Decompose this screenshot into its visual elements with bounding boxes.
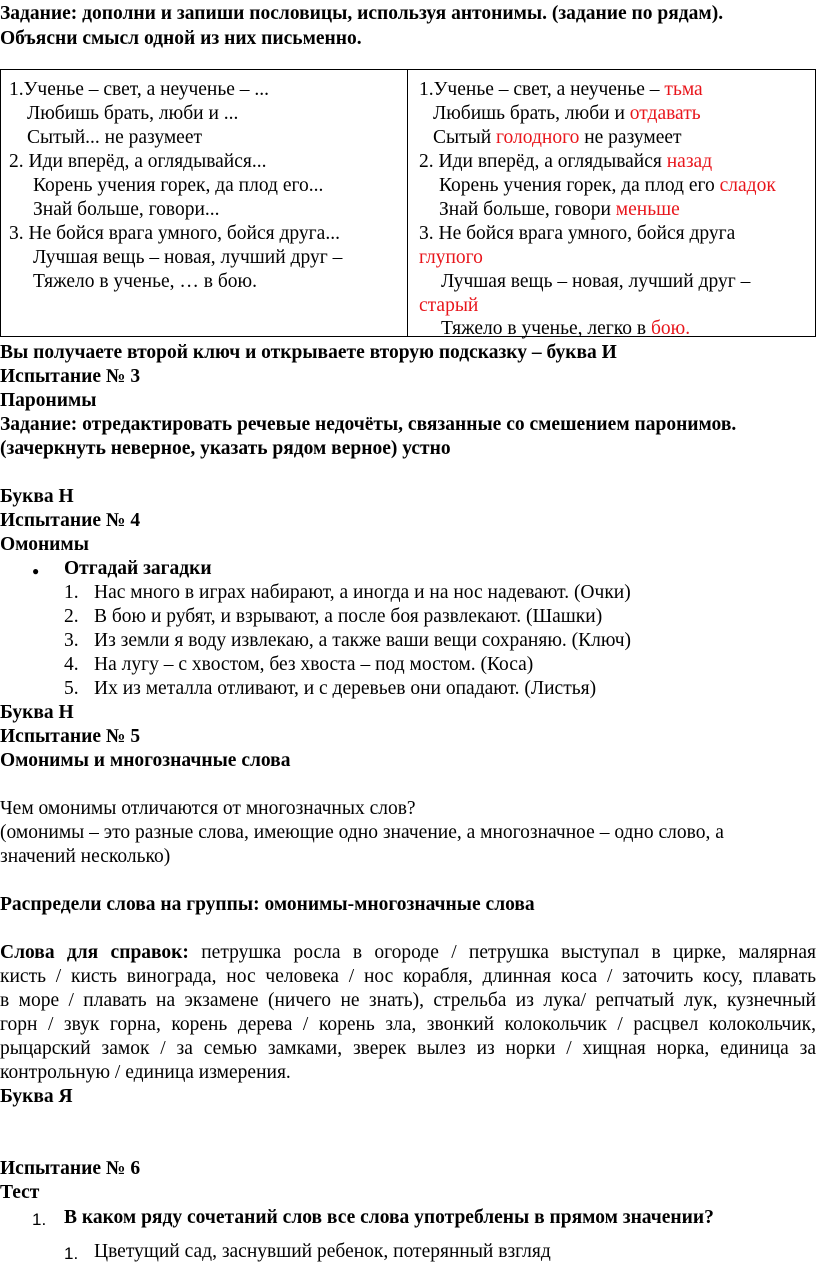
homonyms-poly-title: Омонимы и многозначные слова (0, 750, 291, 771)
letter-n-1: Буква Н (0, 486, 74, 507)
antonym-answer: старый (419, 295, 479, 316)
paronyms-title: Паронимы (0, 390, 97, 411)
table-left-line: Знай больше, говори... (33, 199, 220, 220)
test-title: Тест (0, 1182, 40, 1203)
letter-n-2: Буква Н (0, 702, 74, 723)
table-left-line: 3. Не бойся врага умного, бойся друга... (9, 223, 340, 244)
reference-line: горн / звук горна, корень дерева / корень зла, звонкий колокольчик / расцвел колокольчик, (0, 1014, 816, 1035)
option-number: 1. (64, 1244, 79, 1263)
riddle-number: 2. (64, 606, 79, 627)
table-left-line: 2. Иди вперёд, а оглядывайся... (9, 151, 267, 172)
table-left-line: Корень учения горек, да плод его... (33, 175, 324, 196)
table-left-line: 1.Ученье – свет, а неученье – ... (9, 79, 270, 100)
table-right-line: Лучшая вещь – новая, лучший друг – (441, 271, 751, 292)
question-number: 1. (32, 1210, 47, 1229)
trial-6-title: Испытание № 6 (0, 1158, 141, 1179)
task-heading-line2: Объясни смысл одной из них письменно. (0, 28, 362, 49)
antonym-answer: отдавать (629, 103, 701, 124)
riddle-number: 4. (64, 654, 79, 675)
antonym-answer: сладок (719, 175, 776, 196)
antonym-answer: назад (666, 151, 713, 172)
table-right-line: Любишь брать, люби и отдавать (433, 103, 701, 124)
table-left-line: Тяжело в ученье, … в бою. (33, 271, 257, 292)
reference-line: рыцарский замок / за семью замками, зверек вылез из норки / хищная норка, единица за (0, 1038, 816, 1059)
trial-4-title: Испытание № 4 (0, 510, 141, 531)
table-column-divider (407, 70, 408, 336)
reference-label: Слова для справок: (0, 942, 189, 963)
reference-line: контрольную / единица измерения. (0, 1062, 291, 1083)
task-heading-line1: Задание: дополни и запиши пословицы, используя антонимы. (задание по рядам). (0, 3, 724, 24)
table-left-line: Сытый... не разумеет (27, 127, 202, 148)
antonym-answer: глупого (419, 247, 483, 268)
table-right-line: 1.Ученье – свет, а неученье – тьма (419, 79, 703, 100)
test-question: В каком ряду сочетаний слов все слова употреблены в прямом значении? (64, 1207, 714, 1228)
answer-line: значений несколько) (0, 846, 171, 867)
key-hint: Вы получаете второй ключ и открываете вторую подсказку – буква И (0, 342, 617, 363)
riddle-text: На лугу – с хвостом, без хвоста – под мостом. (Коса) (94, 654, 534, 675)
answer-line: (омонимы – это разные слова, имеющие одно значение, а многозначное – одно слово, а (0, 822, 724, 843)
table-right-line: Корень учения горек, да плод его сладок (439, 175, 776, 196)
table-right-line: Знай больше, говори меньше (439, 199, 680, 220)
riddle-text: Из земли я воду извлекаю, а также ваши вещи сохраняю. (Ключ) (94, 630, 632, 651)
proverbs-table (0, 69, 816, 337)
distribute-task: Распредели слова на группы: омонимы-многозначные слова (0, 894, 535, 915)
reference-line: в море / плавать на экзамене (ничего не знать), стрельба из лука/ репчатый лук, кузнечный (0, 990, 816, 1011)
riddle-number: 3. (64, 630, 79, 651)
homonyms-title: Омонимы (0, 534, 89, 555)
letter-ya: Буква Я (0, 1086, 73, 1107)
riddles-title: Отгадай загадки (64, 558, 212, 579)
reference-line: кисть / кисть винограда, нос человека / нос корабля, длинная коса / заточить косу, плавать (0, 966, 816, 987)
table-right-line: 3. Не бойся врага умного, бойся друга (419, 223, 736, 244)
table-left-line: Любишь брать, люби и ... (27, 103, 239, 124)
riddle-number: 1. (64, 582, 79, 603)
table-left-line: Лучшая вещь – новая, лучший друг – (33, 247, 343, 268)
table-right-line: 2. Иди вперёд, а оглядывайся назад (419, 151, 713, 172)
riddle-text: Их из металла отливают, и с деревьев они опадают. (Листья) (94, 678, 597, 699)
reference-line: Слова для справок: петрушка росла в огороде / петрушка выступал в цирке, малярная (0, 942, 816, 963)
riddle-text: В бою и рубят, и взрывают, а после боя развлекают. (Шашки) (94, 606, 603, 627)
antonym-answer: тьма (664, 79, 703, 100)
antonym-answer: меньше (615, 199, 680, 220)
bullet-dot-icon: ● (32, 564, 40, 578)
antonym-answer: бою. (650, 318, 691, 339)
trial-3-title: Испытание № 3 (0, 366, 141, 387)
table-right-line: Тяжело в ученье, легко в бою. (441, 318, 691, 339)
task3-line2: (зачеркнуть неверное, указать рядом верное) устно (0, 438, 451, 459)
table-right-line: Сытый голодного не разумеет (433, 127, 682, 148)
question-text: Чем омонимы отличаются от многозначных слов? (0, 798, 416, 819)
test-option: Цветущий сад, заснувший ребенок, потерянный взгляд (94, 1241, 551, 1262)
riddle-number: 5. (64, 678, 79, 699)
task3-line1: Задание: отредактировать речевые недочёты, связанные со смешением паронимов. (0, 414, 737, 435)
trial-5-title: Испытание № 5 (0, 726, 141, 747)
antonym-answer: голодного (496, 127, 580, 148)
riddle-text: Нас много в играх набирают, а иногда и на нос надевают. (Очки) (94, 582, 631, 603)
